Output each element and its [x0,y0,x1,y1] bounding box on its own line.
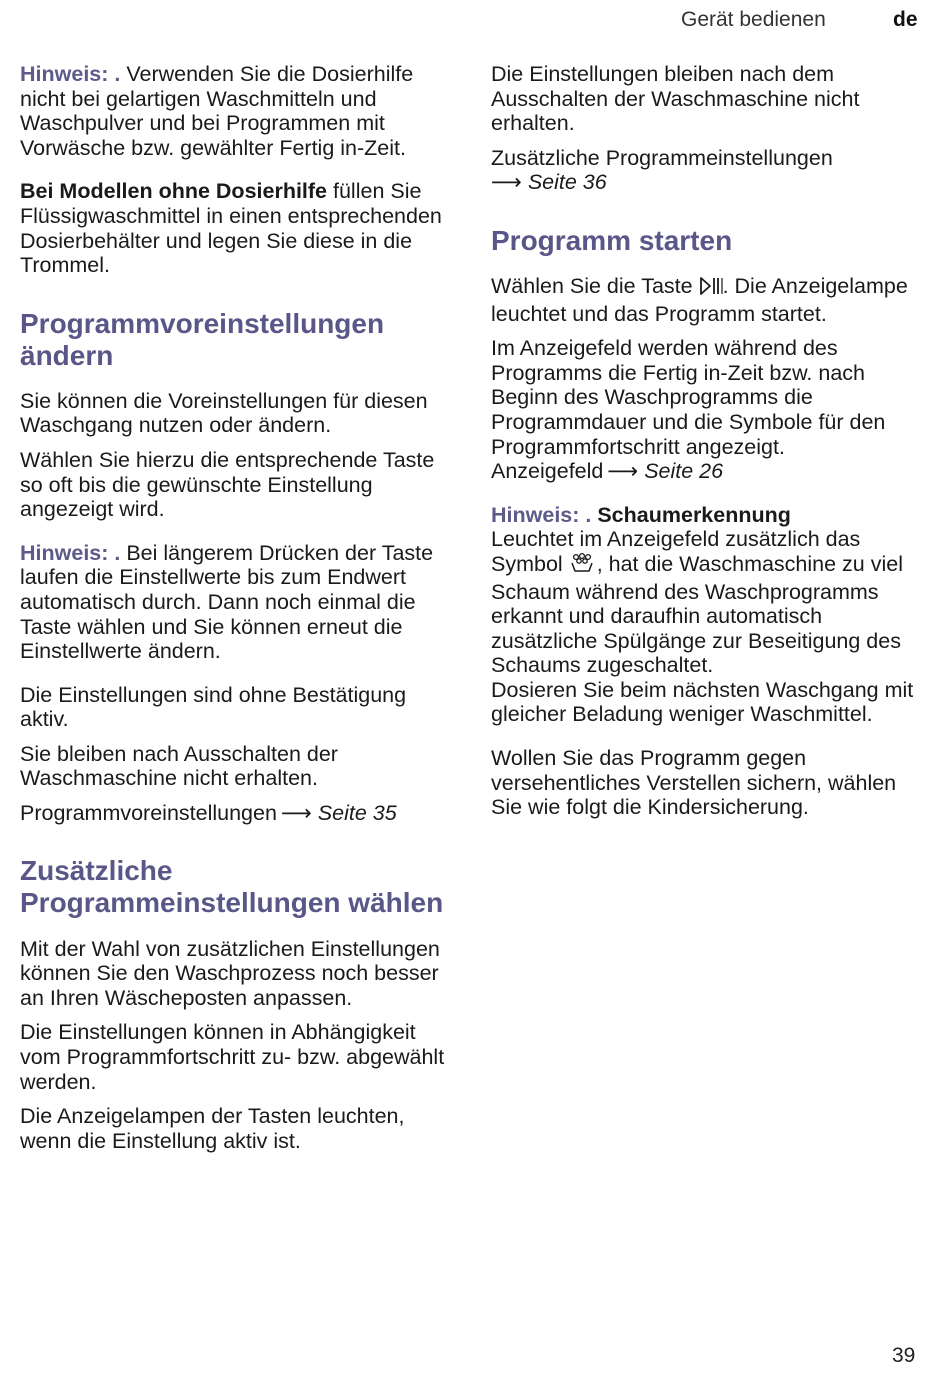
arrow-right-icon: ⟶ [491,170,522,195]
para-presets-use: Sie können die Voreinstellungen für diesen Waschgang nutzen oder ändern. [20,388,428,438]
reference-text: Programmvoreinstellungen [20,801,277,826]
arrow-right-icon: ⟶ [280,801,312,826]
start-pause-icon [699,276,723,302]
para-start-key [491,274,931,326]
para-models-without-dosing-aid [20,179,460,277]
para-settings-not-kept: Sie bleiben nach Ausschalten der Waschmaschine nicht erhalten. [20,741,338,791]
para-text: Wählen Sie die Taste [491,273,693,298]
header-language: de [893,8,918,31]
note-foam-detection [491,503,931,727]
heading-start-program: Programm starten [491,224,733,256]
cross-reference-additional [491,146,931,195]
reference-text: Zusätzliche Programmeinstellungen [491,145,833,170]
note-text: Bei längerem Drücken der Taste laufen die Einstellwerte bis zum Endwert automatisch durch. Dann noch einmal die Taste wählen und Sie können erneut die Einstellwerte ändern. [20,540,434,664]
note-text: , hat die Waschmaschine zu viel Schaum während des Waschprogramms erkannt und daraufhin automatisch zusätzliche Spülgänge zur Beseitigung des Schaums zugeschaltet. [491,551,903,678]
reference-text: Anzeigefeld [491,459,604,484]
para-settings-active: Die Einstellungen sind ohne Bestätigung aktiv. [20,682,407,732]
bold-lead: Bei Modellen ohne Dosierhilfe [20,179,328,204]
header-section-title: Gerät bedienen [681,8,826,31]
para-child-lock: Wollen Sie das Programm gegen versehentliches Verstellen sichern, wählen Sie wie folgt die Kindersicherung. [491,746,897,820]
note-label: Hinweis: . [20,62,121,86]
note-dosing-aid [20,62,460,160]
foam-icon [569,552,597,580]
para-text: füllen Sie Flüssigwaschmittel in einen entsprechenden Dosierbehälter und legen Sie diese in die Trommel. [20,179,442,278]
heading-additional-settings: Zusätzliche Programmeinstellungen wählen [20,854,444,918]
note-text: Leuchtet im Anzeigefeld zusätzlich das Symbol [491,527,861,576]
para-additional-intro: Mit der Wahl von zusätzlichen Einstellungen können Sie den Waschprozess noch besser an Ihren Wäscheposten anpassen. [20,936,440,1010]
right-column [491,62,931,820]
note-text: Verwenden Sie die Dosierhilfe nicht bei gelartigen Waschmitteln und Waschpulver und bei Programmen mit Vorwäsche bzw. gewählter Fertig in-Zeit. [20,62,414,160]
cross-reference-presets [20,801,460,826]
para-text: . Die Anzeigelampe leuchtet und das Programm startet. [491,273,908,326]
reference-page[interactable]: Seite 26 [644,459,724,484]
note-title: Schaumerkennung [597,502,791,527]
page-number: 39 [892,1344,916,1367]
reference-page[interactable]: Seite 36 [527,170,607,195]
note-long-press [20,541,460,664]
para-presets-select: Wählen Sie hierzu die entsprechende Taste so oft bis die gewünschte Einstellung angezeigt wird. [20,447,435,522]
para-additional-progress: Die Einstellungen können in Abhängigkeit vom Programmfortschritt zu- bzw. abgewählt werden. [20,1020,445,1094]
para-settings-not-kept-right: Die Einstellungen bleiben nach dem Ausschalten der Waschmaschine nicht erhalten. [491,62,860,136]
para-display-info [491,336,931,484]
note-text: Dosieren Sie beim nächsten Waschgang mit gleicher Beladung weniger Waschmittel. [491,677,914,727]
para-indicator-lamps: Die Anzeigelampen der Tasten leuchten, wenn die Einstellung aktiv ist. [20,1104,405,1153]
note-label: Hinweis: . [491,502,592,527]
heading-program-presets: Programmvoreinstellungen ändern [20,307,385,371]
para-text: Im Anzeigefeld werden während des Programms die Fertig in-Zeit bzw. nach Beginn des Waschprogramms die Programmdauer und die Symbole für den Programmfortschritt angezeigt. [491,336,886,459]
note-label: Hinweis: . [20,540,121,565]
reference-page[interactable]: Seite 35 [317,801,397,826]
arrow-right-icon: ⟶ [607,459,639,484]
left-column [20,62,460,1153]
